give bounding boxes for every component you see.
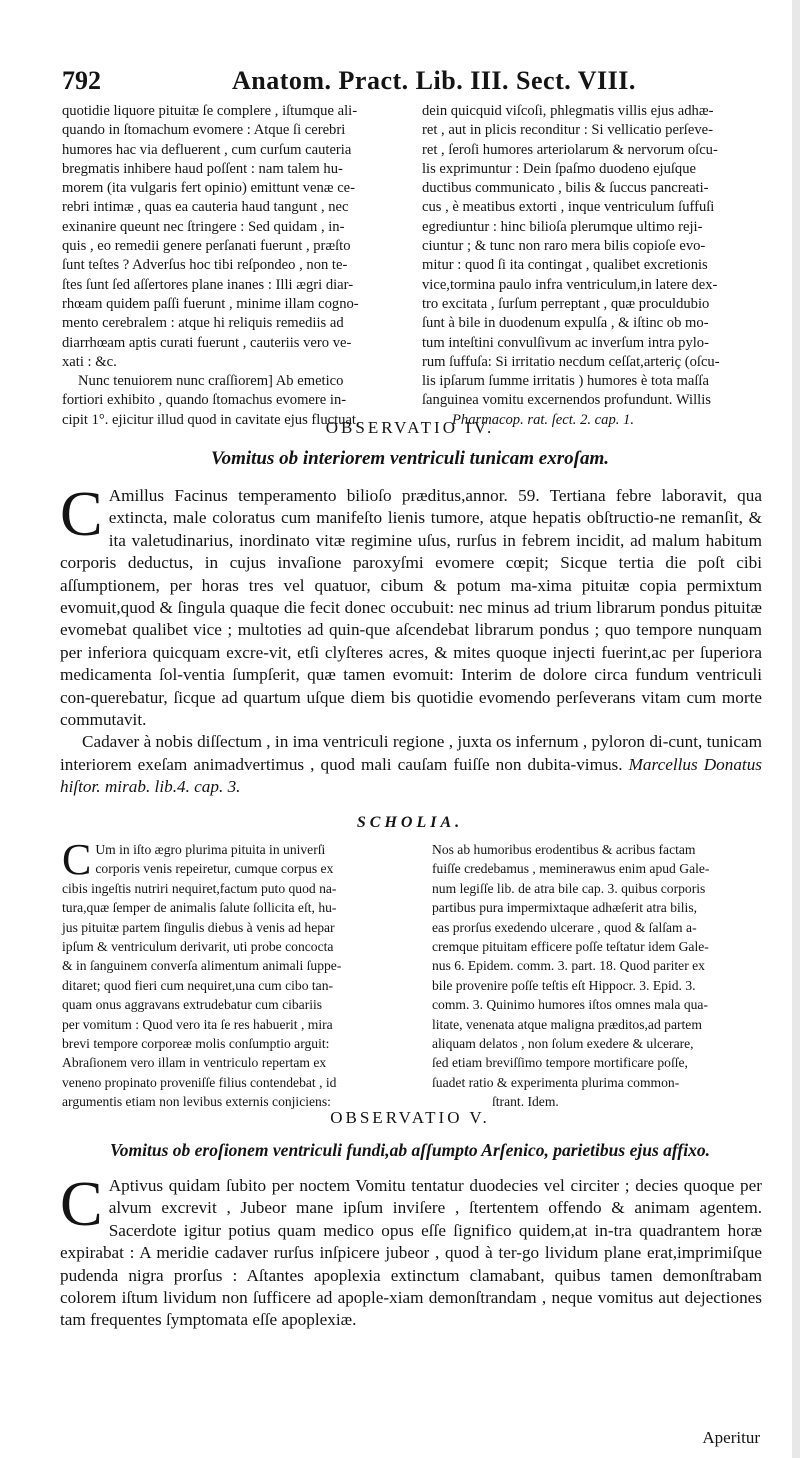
text-line: lis exprimuntur : Dein ſpaſmo duodeno ejuſque (422, 160, 696, 177)
text-line: quotidie liquore pituitæ ſe complere , iſtumque ali- (62, 103, 358, 119)
text-line: ſuadet ratio & experimenta plurima common- (432, 1074, 680, 1090)
text-line: ductibus communicato , bilis & ſuccus pancreati- (422, 180, 709, 197)
top-left-column (62, 102, 416, 430)
text-line: Pharmacop. rat. ſect. 2. cap. 1. (452, 411, 634, 428)
text-line: ſanguinea vomitu excernendos profundunt. Willis (422, 392, 711, 409)
text-line: cipit 1°. ejicitur illud quod in cavitate ejus fluctuat, (62, 411, 360, 428)
text-line: mitur : quod ſi ita contingat , qualibet excretionis (422, 257, 708, 274)
text-line: Abraſionem vero illam in ventriculo repertam ex (62, 1055, 327, 1071)
text-line: jus pituitæ partem ſingulis diebus à venis ad hepar (62, 919, 335, 935)
text-line: Nunc tenuiorem nunc craſſiorem] Ab emetico (78, 373, 344, 390)
text-line: ſunt teſtes ? Adverſus hoc tibi reſpondeo , non te- (62, 257, 348, 274)
text-line: eas prorſus exedendo ulcerare , quod & ſalſam a- (432, 919, 697, 935)
text-line: corporis venis repeiretur, cumque corpus ex (95, 861, 334, 877)
paragraph-text: Aptivus quidam ſubito per noctem Vomitu tentatur duodecies vel circiter ; decies quoque per alvum excrevit , Jubeor mane ipſum inviſere , ſtertentem offendo & animam agentem. Sacerdote igitur potius quam medico opus eſſe ſignifico quidem,at in-tra quadrantem horæ expirabat : A meridie cadaver rurſus inſpicere jubeor , quod à ter-go lividum plane erat,imprimiſque pudenda nigra prorſus : Aſtantes apoplexia extinctum clamabant, quibus tamen demonſtrabam colorem iſtum lividum non ſufficere ad apople-xiam demonſtrandam , neque vomitus aut dejectiones tam frequentes ſymptomata eſſe apoplexiæ. (60, 1176, 762, 1330)
text-line: morem (ita vulgaris fert opinio) emittunt venæ ce- (62, 180, 356, 197)
text-line: tura,quæ ſemper de animalis ſalute ſollicita eſt, hu- (62, 900, 337, 916)
text-line: ditaret; quod fieri cum nequiret,una cum cibo tan- (62, 977, 334, 993)
text-line: cremque pituitam efficere poſſe teſtatur idem Gale- (432, 939, 709, 955)
text-line: ſtrant. Idem. (492, 1094, 559, 1110)
scholia-right-column (432, 840, 762, 1112)
text-line: rebri intimæ , quas ea cauteria haud tangunt , nec (62, 199, 349, 216)
text-line: veneno propinato proveniſſe filius contendebat , id (62, 1074, 337, 1090)
text-line: comm. 3. Quinimo humores iſtos omnes mala qua- (432, 997, 708, 1013)
text-line: quando in ſtomachum evomere : Atque ſi cerebri (62, 122, 346, 139)
text-line: litate, venenata atque maligna præditos,ad partem (432, 1016, 702, 1032)
text-line: tro excitata , ſurſum perreptant , quæ proculdubio (422, 295, 710, 312)
text-line: tum inteſtini convulſivum ac inverſum intra pylo- (422, 334, 709, 351)
top-right-column (422, 102, 760, 430)
text-line: partibus pura impermixtaque adhæſerit atra bilis, (432, 900, 698, 916)
text-line: bile provenire poſſe teſtis eſt Hippocr. 3. Epid. 3. (432, 977, 696, 993)
text-line: ipſum & ventriculum derivarit, uti probe concocta (62, 939, 334, 955)
text-line: ret , aut in plicis reconditur : Si vellicatio perſeve- (422, 122, 713, 139)
text-line: ſunt à bile in duodenum expulſa , & iſtinc ob mo- (422, 315, 709, 332)
observation-body (60, 1168, 762, 1332)
paragraph-text: Amillus Facinus temperamento bilioſo præditus,annor. 59. Tertiana febre laboravit, qua extincta, male coloratus cum manifeſto lienis tumore, atque hepatis obſtructio-ne remanſit, & ita valetudinarius, inordinato vitæ regimine uſus, rurſus in febrem incidit, ad malum habitum corporis deductus, in cujus invaſione paroxyſmi evomere cœpit; Sicque tertia die poſt cibi aſſumptionem, per horas tres vel quatuor, cibum & potum ma-xima pituitæ copia permixtum evomuit,quod & ſingula quaque die fecit donec occubuit: nec minus ad trium librarum pondus pituitæ evomebat qualibet vice ; multoties ad quin-que aſcendebat librarum pondus ; quo tempore nunquam per inferiora quicquam excre-vit, etſi clyſteres acres, & mites quoque injecti fuerint,ac per ſuperiora medicamenta ſol-ventia ſumpſerit, quæ tamen evomuit: Interim de dolore circa fundum ventriculi con-querebatur, ſicque ad quartum uſque diem bis quotidie evomendo perſeverans vitam cum morte commutavit. (60, 486, 762, 730)
text-line: fortiori exhibito , quando ſtomachus evomere in- (62, 392, 347, 409)
text-line: ret , ſeroſi humores arteriolarum & nervorum oſcu- (422, 141, 718, 158)
page-number: 792 (62, 66, 101, 95)
text-line: nus 6. Epidem. comm. 3. part. 18. Quod pariter ex (432, 958, 705, 974)
text-line: & in ſanguinem converſa alimentum animali ſuppe- (62, 958, 342, 974)
text-line: mento cerebralem : atque hi reliquis remediis ad (62, 315, 344, 332)
observation-heading: OBSERVATIO IV. (325, 418, 495, 437)
text-line: quam onus aggravans extrudebatur cum cibariis (62, 997, 323, 1013)
text-line: ſtes ſunt ſed aſſertores plane inanes : Illi ægri diar- (62, 276, 354, 293)
paragraph (60, 1168, 762, 1332)
text-line: per vomitum : Quod vero ita ſe res habuerit , mira (62, 1016, 333, 1032)
observation-heading: OBSERVATIO V. (330, 1108, 490, 1127)
text-line: vice,tormina paulo infra ventriculum,in latere dex- (422, 276, 718, 293)
scholia-left-column (62, 835, 416, 1112)
scan-edge (792, 0, 800, 1458)
text-line: bregmatis inhibere haud poſſent : nam talem hu- (62, 160, 343, 177)
text-line: num legiſſe lib. de atra bile cap. 3. quibus corporis (432, 880, 706, 896)
text-line: ciuntur ; & tunc non raro mera bilis copioſe evo- (422, 238, 706, 255)
text-line: cibis ingeſtis nutriri nequiret,factum puto quod na- (62, 880, 337, 896)
paragraph (60, 478, 762, 731)
text-line: dein quicquid viſcoſi, phlegmatis villis ejus adhæ- (422, 103, 714, 119)
text-line: rum ſuffuſa: Si irritatio necdum ceſſat,arteriç (oſcu- (422, 353, 720, 370)
text-line: quis , eo remedii genere perſanati fuerunt , præſto (62, 238, 351, 255)
paragraph-text: Cadaver à nobis diſſectum , in ima ventriculi regione , juxta os infernum , pyloron di-cunt, tunicam interiorem exeſam animadvertimus , quod mali cauſam fuiſſe non dubita-vimus. (60, 732, 762, 774)
text-line: xati : &c. (62, 353, 117, 370)
text-line: Um in iſto ægro plurima pituita in univerſi (95, 842, 326, 857)
text-line: exinanire queunt nec ſtringere : Sed quidam , in- (62, 218, 345, 235)
page-header (62, 66, 740, 100)
catchword: Aperitur (702, 1428, 760, 1447)
text-line: fuiſſe credebamus , meminerawus enim apud Gale- (432, 861, 710, 877)
text-line: egrediuntur : hinc bilioſa plerumque ultimo reji- (422, 218, 703, 235)
drop-cap: C (60, 1168, 103, 1239)
observation-subtitle: Vomitus ob interiorem ventriculi tunicam exroſam. (211, 448, 609, 469)
scholia-heading: SCHOLIA. (356, 814, 464, 831)
text-line: diarrhœam aptis curati fuerunt , cauteriis vero ve- (62, 334, 352, 351)
paragraph (60, 731, 762, 798)
text-line: cus , è meatibus extorti , inque ventriculum ſuffuſi (422, 199, 715, 216)
text-line: brevi tempore corporeæ molis conſumptio arguit: (62, 1036, 330, 1052)
text-line: argumentis etiam non levibus externis conjiciens: (62, 1094, 331, 1110)
text-line: Nos ab humoribus erodentibus & acribus factam (432, 842, 696, 857)
text-line: aliquam delatos , non ſolum exedere & ulcerare, (432, 1036, 694, 1052)
text-line: ſed etiam breviſſimo tempore mortificare poſſe, (432, 1055, 688, 1071)
text-line: humores hac via defluerent , cum curſum cauteria (62, 141, 352, 158)
running-title: Anatom. Pract. Lib. III. Sect. VIII. (232, 66, 636, 95)
drop-cap: C (62, 835, 92, 884)
observation-body (60, 478, 762, 799)
citation: Marcellus Donatus hiſtor. mirab. lib.4. cap. 3. (60, 754, 762, 797)
text-line: rhœam quidem paſſi fuerunt , minime illam cogno- (62, 295, 359, 312)
text-line: lis ipſarum ſumme irritatis ) humores è tota maſſa (422, 373, 709, 390)
drop-cap: C (60, 478, 103, 549)
observation-subtitle: Vomitus ob eroſionem ventriculi fundi,ab aſſumpto Arſenico, parietibus ejus affixo. (110, 1140, 710, 1160)
